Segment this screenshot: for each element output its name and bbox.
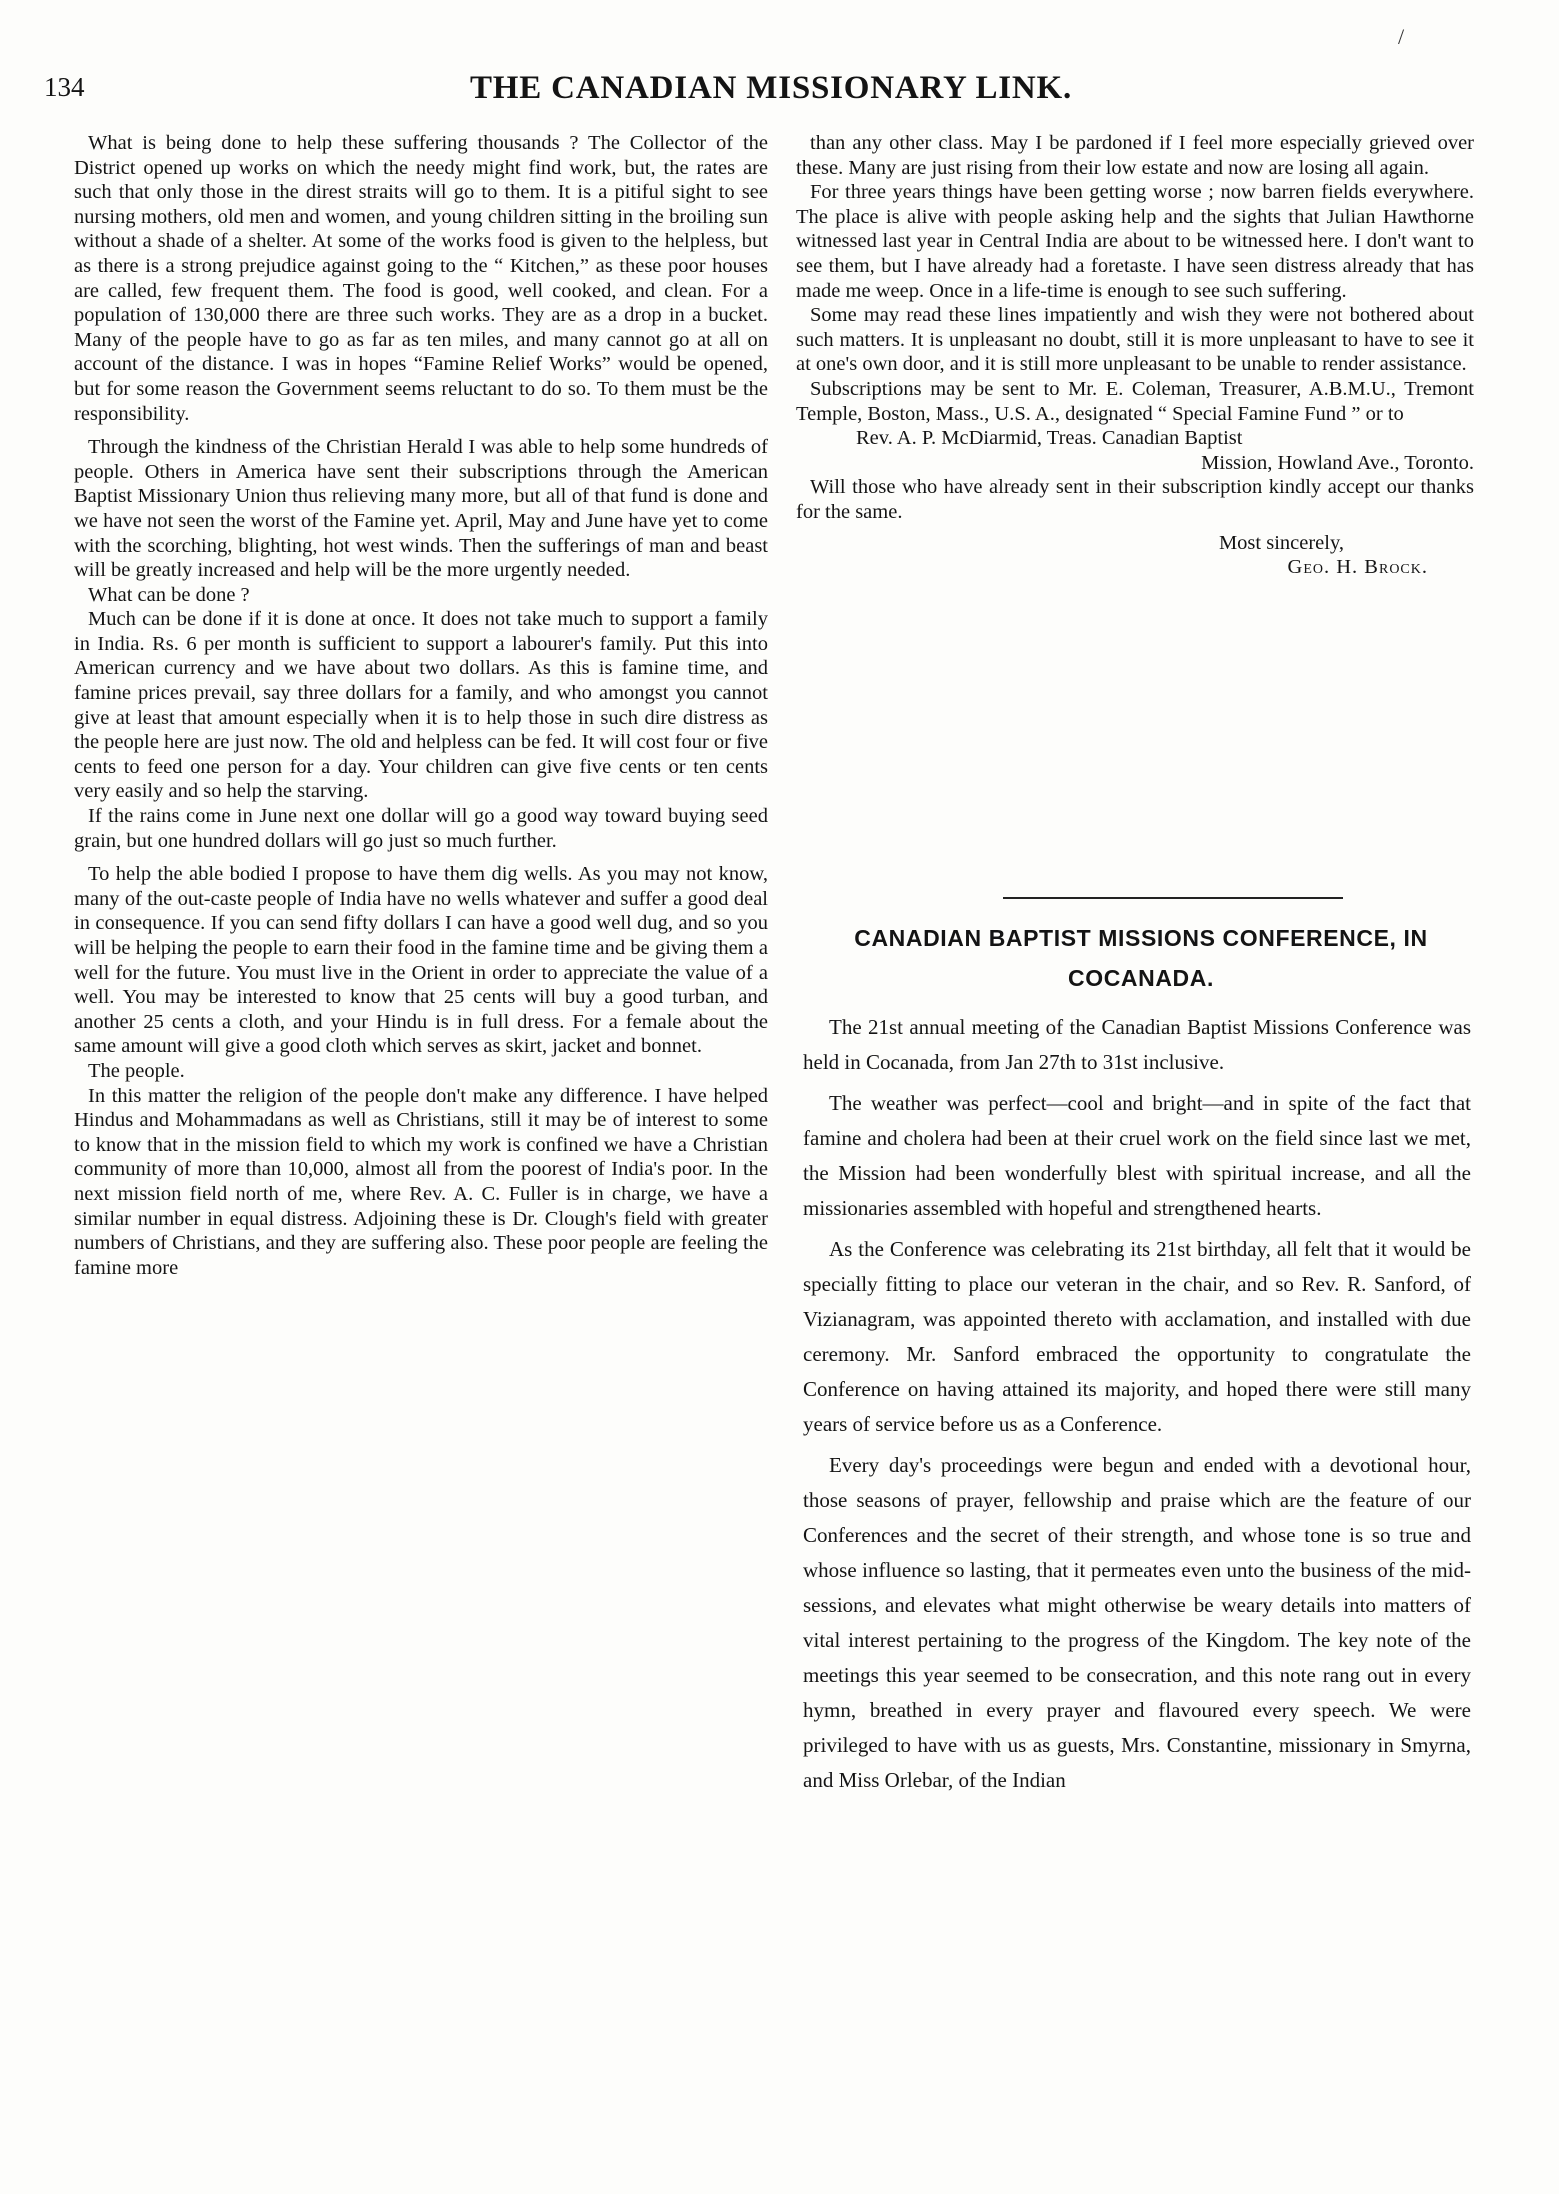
paragraph: Much can be done if it is done at once. It does not take much to support a family in India. Rs. 6 per month is sufficient to support a labourer's family. Put this into American currency and we have about two dollars. As this is famine time, and famine prices prevail, say three dollars for a family, and who amongst you cannot give at least that amount especially when it is to help those in such dire distress as the people here are just now. The old and helpless can be fed. It will cost four or five cents to feed one person for a day. Your children can give five cents or ten cents very easily and so help the starving.	[74, 608, 768, 803]
address-line: Rev. A. P. McDiarmid, Treas. Canadian Baptist	[856, 427, 1243, 450]
title-line: COCANADA.	[1068, 965, 1214, 991]
article-body	[803, 1010, 1471, 1804]
paragraph: As the Conference was celebrating its 21st birthday, all felt that it would be specially fitting to place our veteran in the chair, and so Rev. R. Sanford, of Vizianagram, was appointed thereto with acclamation, and installed with due ceremony. Mr. Sanford embraced the opportunity to congratulate the Conference on having attained its majority, and hoped there were still many years of service before us as a Conference.	[803, 1237, 1471, 1436]
paragraph: If the rains come in June next one dollar will go a good way toward buying seed grain, but one hundred dollars will go just so much further.	[74, 805, 768, 852]
signature: Geo. H. Brock.	[1287, 556, 1428, 579]
paragraph: Through the kindness of the Christian Herald I was able to help some hundreds of people. Others in America have sent their subscriptions through the American Baptist Missionary Union thus relieving many more, but all of that fund is done and we have not seen the worst of the Famine yet. April, May and June have yet to come with the scorching, blighting, hot west winds. Then the sufferings of man and beast will be greatly increased and help will be the more urgently needed.	[74, 436, 768, 582]
mailing-address	[796, 426, 1474, 475]
running-title: THE CANADIAN MISSIONARY LINK.	[470, 70, 1073, 106]
paragraph: Some may read these lines impatiently and wish they were not bothered about such matters. It is unpleasant no doubt, still it is more unpleasant to have to see it at one's own door, and it is still more unpleasant to be unable to render assistance.	[796, 304, 1474, 376]
title-line: CANADIAN BAPTIST MISSIONS CONFERENCE, IN	[854, 925, 1428, 951]
corner-mark: /	[1398, 24, 1405, 49]
paragraph: The 21st annual meeting of the Canadian Baptist Missions Conference was held in Cocanada, from Jan 27th to 31st inclusive.	[803, 1015, 1471, 1074]
paragraph: For three years things have been getting worse ; now barren fields everywhere. The place is alive with people asking help and the sights that Julian Hawthorne witnessed last year in Central India are about to be witnessed here. I don't want to see them, but I have already had a foretaste. I have seen distress already that has made me weep. Once in a life-time is enough to see such suffering.	[796, 181, 1474, 302]
address-line: Mission, Howland Ave., Toronto.	[1201, 451, 1474, 474]
paragraph: Subscriptions may be sent to Mr. E. Coleman, Treasurer, A.B.M.U., Tremont Temple, Boston, Mass., U.S. A., designated “ Special Famine Fund ” or to	[796, 377, 1474, 425]
article-title	[796, 918, 1486, 998]
paragraph: The weather was perfect—cool and bright—and in spite of the fact that famine and cholera had been at their cruel work on the field since last we met, the Mission had been wonderfully blest with spiritual increase, and all the missionaries assembled with hopeful and strengthened hearts.	[803, 1091, 1471, 1220]
paragraph: than any other class. May I be pardoned if I feel more especially grieved over these. Many are just rising from their low estate and now are losing all again.	[796, 132, 1474, 179]
page-number: 134	[44, 72, 85, 102]
paragraph: To help the able bodied I propose to have them dig wells. As you may not know, many of the out-caste people of India have no wells whatever and suffer a good deal in consequence. If you can send fifty dollars I can have a good well dug, and so you will be helping the people to earn their food in the famine time and be giving them a well for the future. You must live in the Orient in order to appreciate the value of a well. You may be interested to know that 25 cents will buy a good turban, and another 25 cents a cloth, and your Hindu is in full dress. For a female about the same amount will give a good cloth which serves as skirt, jacket and bonnet.	[74, 863, 768, 1058]
left-column	[74, 131, 768, 1280]
paragraph: Every day's proceedings were begun and ended with a devotional hour, those seasons of prayer, fellowship and praise which are the feature of our Conferences and the secret of their strength, and whose tone is so true and whose influence so lasting, that it permeates even unto the business of the mid-sessions, and elevates what might otherwise be weary details into matters of vital interest pertaining to the progress of the Kingdom. The key note of the meetings this year seemed to be consecration, and this note rang out in every hymn, breathed in every prayer and flavoured every speech. We were privileged to have with us as guests, Mrs. Constantine, missionary in Smyrna, and Miss Orlebar, of the Indian	[803, 1453, 1471, 1792]
section-divider	[1003, 897, 1343, 899]
paragraph: What can be done ?	[88, 583, 250, 606]
closing: Most sincerely,	[1218, 531, 1344, 554]
letter-signoff	[796, 531, 1474, 580]
paragraph: The people.	[88, 1059, 185, 1082]
paragraph: In this matter the religion of the people don't make any difference. I have helped Hindus and Mohammadans as well as Christians, still it may be of interest to some to know that in the mission field to which my work is confined we have a Christian community of more than 10,000, almost all from the poorest of India's poor. In the next mission field north of me, where Rev. A. C. Fuller is in charge, we have a similar number in equal distress. Adjoining these is Dr. Clough's field with greater numbers of Christians, and they are suffering also. These poor people are feeling the famine more	[74, 1084, 768, 1279]
paragraph: Will those who have already sent in their subscription kindly accept our thanks for the same.	[796, 476, 1474, 523]
right-column	[796, 131, 1474, 580]
paragraph: What is being done to help these suffering thousands ? The Collector of the District opened up works on which the needy might find work, but, the rates are such that only those in the direst straits will go to them. It is a pitiful sight to see nursing mothers, old men and women, and young children sitting in the broiling sun without a shade of a shelter. At some of the works food is given to the helpless, but as there is a strong prejudice against going to the “ Kitchen,” as these poor houses are called, few frequent them. The food is good, well cooked, and clean. For a population of 130,000 there are three such works. They are as a drop in a bucket. Many of the people have to go as far as ten miles, and many cannot go at all on account of the distance. I was in hopes “Famine Relief Works” would be opened, but for some reason the Government seems reluctant to do so. To them must be the responsibility.	[74, 132, 768, 425]
